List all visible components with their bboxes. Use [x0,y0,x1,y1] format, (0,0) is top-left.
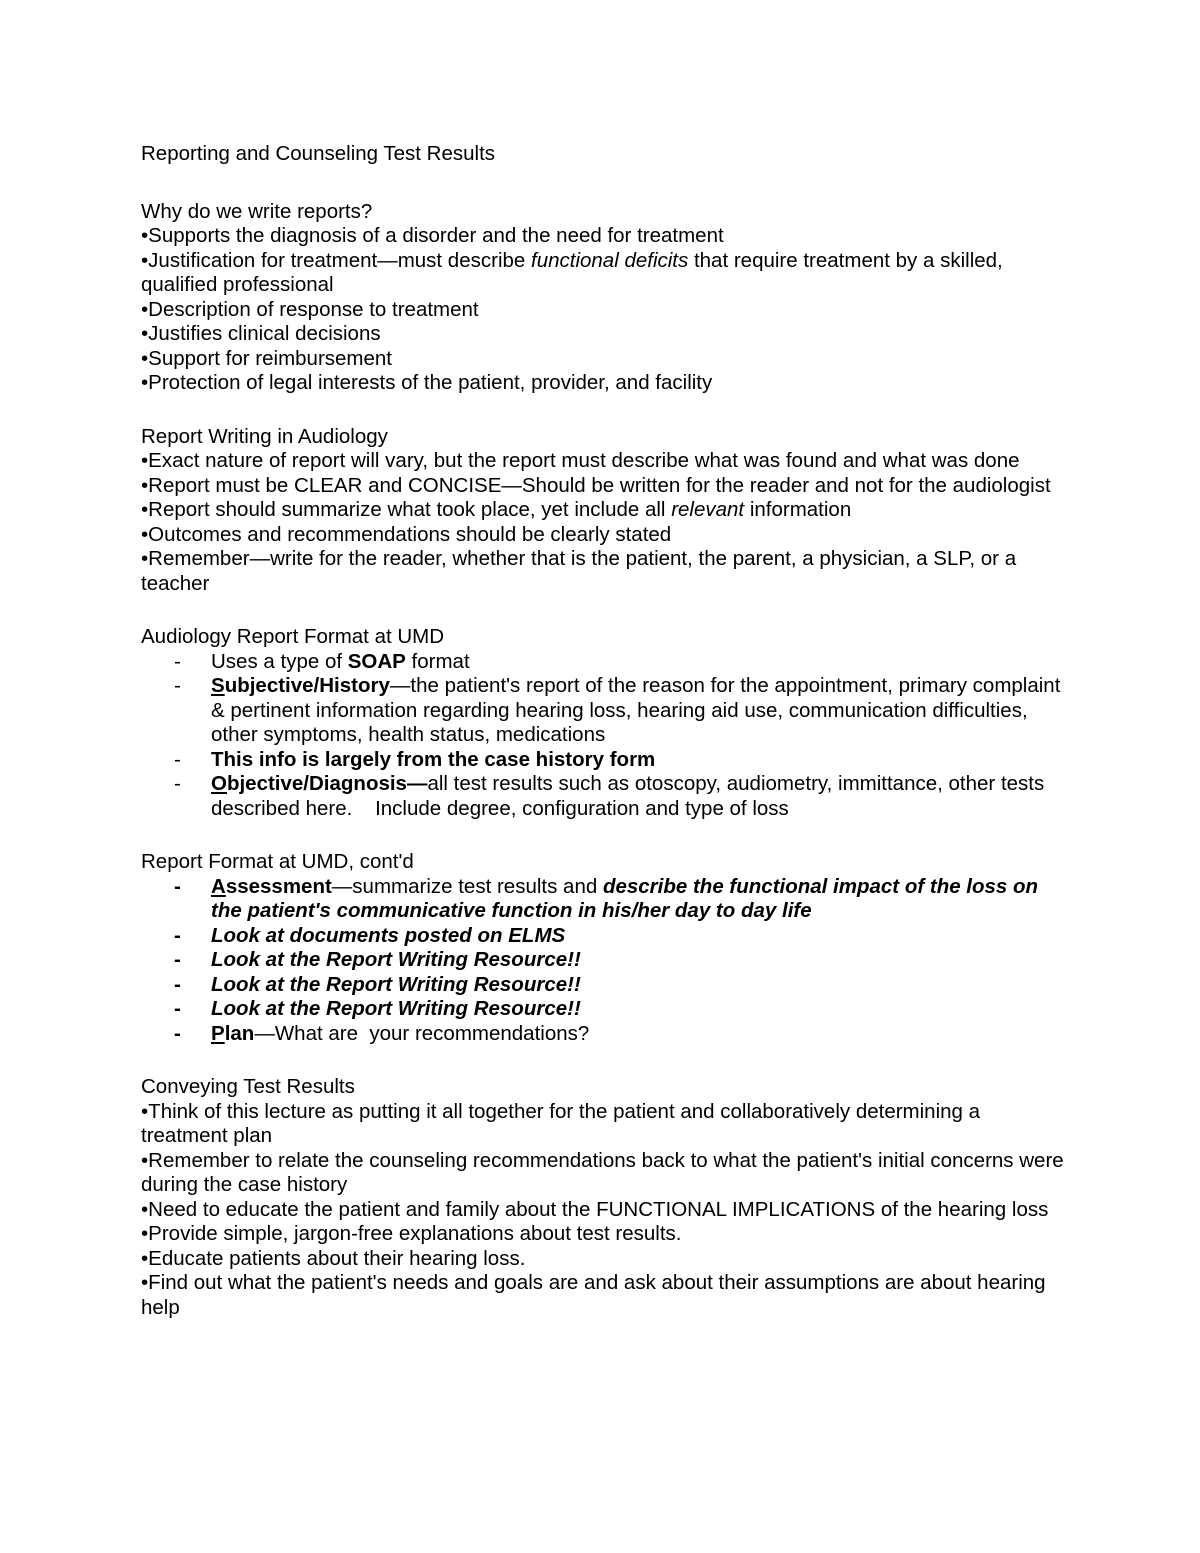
list-item: - Plan—What are your recommendations? [174,1021,590,1045]
section-heading: Why do we write reports? [141,199,373,223]
dash-list [141,650,1066,822]
list-item: - Subjective/History—the patient's report of the reason for the appointment, primary complaint & pertinent information regarding hearing loss, hearing aid use, communication difficulties, other symptoms, health status, medications [174,674,1061,746]
bullet-item: •Provide simple, jargon-free explanations about test results. [141,1222,682,1245]
list-item: - Look at documents posted on ELMS [174,923,566,947]
section-format [141,625,1066,821]
list-item: - Look at the Report Writing Resource!! [174,997,581,1020]
bullet-item: •Need to educate the patient and family about the FUNCTIONAL IMPLICATIONS of the hearing loss [141,1197,1049,1221]
section-heading: Report Format at UMD, cont'd [141,850,414,873]
section-heading: Conveying Test Results [141,1075,355,1098]
bullet-item: •Report should summarize what took place, yet include all relevant information [141,498,852,521]
section-conveying [141,1075,1066,1320]
list-item: - This info is largely from the case history form [174,747,656,771]
bullet-item: •Justification for treatment—must describe functional deficits that require treatment by a skilled, qualified professional [141,248,1003,296]
list-item: - Objective/Diagnosis—all test results such as otoscopy, audiometry, immittance, other tests described here. Include degree, configuration and type of loss [174,772,1050,820]
bullet-item: •Description of response to treatment [141,297,479,321]
list-item: - Uses a type of SOAP format [174,649,470,673]
list-item: - Look at the Report Writing Resource!! [174,948,581,971]
section-heading: Audiology Report Format at UMD [141,625,445,648]
section-why [141,200,1066,396]
section-heading: Report Writing in Audiology [141,424,388,448]
bullet-item: •Supports the diagnosis of a disorder and the need for treatment [141,224,724,247]
bullet-item: •Find out what the patient's needs and goals are and ask about their assumptions are about hearing help [141,1271,1046,1319]
bullet-item: •Educate patients about their hearing loss. [141,1246,526,1270]
document-title: Reporting and Counseling Test Results [141,142,496,165]
list-item: - Look at the Report Writing Resource!! [174,972,581,996]
dash-list [141,875,1066,1047]
bullet-item: •Outcomes and recommendations should be clearly stated [141,522,672,546]
section-format-contd [141,850,1066,1046]
bullet-item: •Justifies clinical decisions [141,322,381,345]
bullet-item: •Support for reimbursement [141,346,393,370]
section-writing [141,425,1066,597]
list-item: - Assessment—summarize test results and describe the functional impact of the loss on the patient's communicative function in his/her day to day life [174,874,1039,922]
bullet-item: •Exact nature of report will vary, but the report must describe what was found and what was done [141,449,1020,472]
bullet-item: •Remember to relate the counseling recommendations back to what the patient's initial concerns were during the case history [141,1148,1064,1196]
bullet-item: •Protection of legal interests of the patient, provider, and facility [141,371,713,394]
bullet-item: •Think of this lecture as putting it all together for the patient and collaboratively determining a treatment plan [141,1099,981,1147]
bullet-item: •Remember—write for the reader, whether that is the patient, the parent, a physician, a SLP, or a teacher [141,547,1017,595]
document-page [141,142,1066,1320]
bullet-item: •Report must be CLEAR and CONCISE—Should be written for the reader and not for the audiologist [141,473,1051,497]
